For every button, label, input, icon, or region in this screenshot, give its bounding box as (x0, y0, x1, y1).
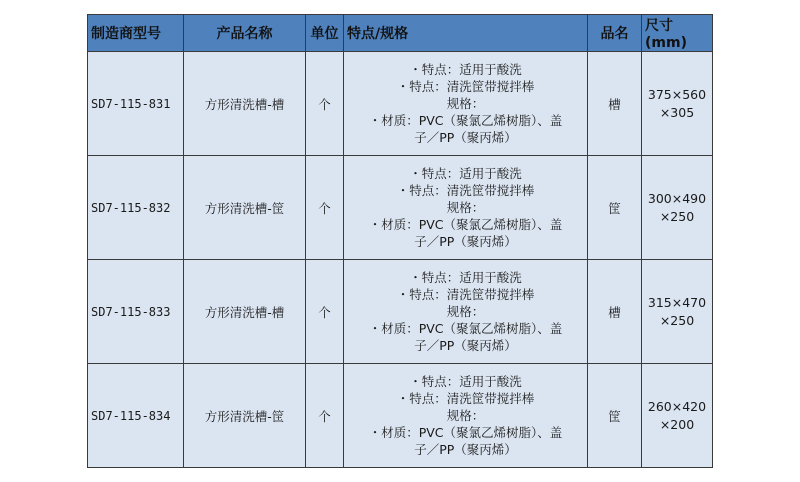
item-name-cell: 筐 (588, 156, 642, 260)
spec-cell (344, 52, 588, 156)
spec-line: 子／PP（聚丙烯） (414, 442, 517, 457)
spec-line: ・特点：清洗筐带搅拌棒 (396, 183, 535, 198)
spec-cell (344, 260, 588, 364)
spec-line: ・材质：PVC（聚氯乙烯树脂）、盖 (368, 113, 563, 128)
spec-cell (344, 364, 588, 468)
size-line: 375×560 (647, 86, 707, 102)
model-cell: SD7-115-831 (88, 52, 184, 156)
item-name-cell: 筐 (588, 364, 642, 468)
spec-line: ・特点：清洗筐带搅拌棒 (396, 391, 535, 406)
spec-line: ・特点：清洗筐带搅拌棒 (396, 287, 535, 302)
size-line: ×250 (659, 208, 695, 224)
product-name-cell: 方形清洗槽-筐 (184, 364, 306, 468)
unit-cell: 个 (306, 260, 344, 364)
spec-line: ・材质：PVC（聚氯乙烯树脂）、盖 (368, 425, 563, 440)
spec-line: ・材质：PVC（聚氯乙烯树脂）、盖 (368, 321, 563, 336)
spec-line: ・特点：适用于酸洗 (409, 62, 522, 77)
spec-line: 规格： (446, 304, 485, 319)
spec-cell (344, 156, 588, 260)
table-row (88, 260, 713, 364)
header-unit: 单位 (306, 15, 344, 52)
spec-line: 子／PP（聚丙烯） (414, 130, 517, 145)
spec-line: ・特点：适用于酸洗 (409, 166, 522, 181)
item-name-cell: 槽 (588, 52, 642, 156)
size-line: 260×420 (647, 398, 707, 414)
header-size: 尺寸(mm) (642, 15, 713, 52)
product-name-cell: 方形清洗槽-筐 (184, 156, 306, 260)
product-name-cell: 方形清洗槽-槽 (184, 52, 306, 156)
model-cell: SD7-115-832 (88, 156, 184, 260)
size-cell (642, 364, 713, 468)
spec-line: 子／PP（聚丙烯） (414, 234, 517, 249)
size-cell (642, 260, 713, 364)
spec-line: ・材质：PVC（聚氯乙烯树脂）、盖 (368, 217, 563, 232)
table-row (88, 52, 713, 156)
product-table-wrapper (87, 14, 713, 468)
spec-line: ・特点：适用于酸洗 (409, 374, 522, 389)
spec-line: ・特点：适用于酸洗 (409, 270, 522, 285)
model-cell: SD7-115-834 (88, 364, 184, 468)
size-cell (642, 52, 713, 156)
spec-line: 规格： (446, 408, 485, 423)
header-item-name: 品名 (588, 15, 642, 52)
size-line: ×200 (659, 416, 695, 432)
spec-line: 规格： (446, 96, 485, 111)
size-cell (642, 156, 713, 260)
header-spec: 特点/规格 (344, 15, 588, 52)
size-line: ×250 (659, 312, 695, 328)
header-row (88, 15, 713, 52)
unit-cell: 个 (306, 52, 344, 156)
size-line: ×305 (659, 104, 695, 120)
header-product-name: 产品名称 (184, 15, 306, 52)
model-cell: SD7-115-833 (88, 260, 184, 364)
size-line: 300×490 (647, 190, 707, 206)
header-model: 制造商型号 (88, 15, 184, 52)
unit-cell: 个 (306, 156, 344, 260)
spec-line: 规格： (446, 200, 485, 215)
table-row (88, 156, 713, 260)
table-row (88, 364, 713, 468)
size-line: 315×470 (647, 294, 707, 310)
spec-line: ・特点：清洗筐带搅拌棒 (396, 79, 535, 94)
product-table (87, 14, 713, 468)
item-name-cell: 槽 (588, 260, 642, 364)
product-name-cell: 方形清洗槽-槽 (184, 260, 306, 364)
unit-cell: 个 (306, 364, 344, 468)
spec-line: 子／PP（聚丙烯） (414, 338, 517, 353)
